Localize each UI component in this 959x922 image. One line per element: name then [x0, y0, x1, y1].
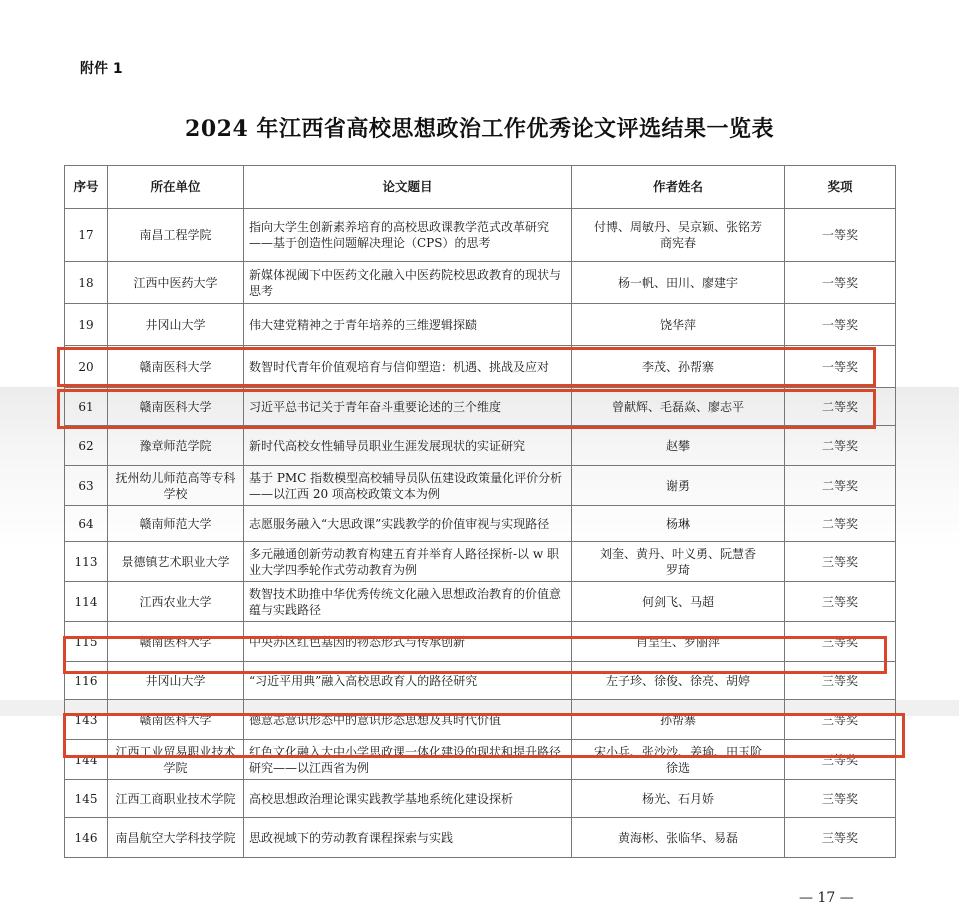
cell-paper: 多元融通创新劳动教育构建五育并举育人路径探析-以 w 职业大学四季轮作式劳动教育为例: [244, 542, 572, 582]
table-row: [65, 209, 896, 262]
cell-authors: 李茂、孙帮寨: [572, 346, 785, 388]
cell-award: 三等奖: [785, 662, 896, 700]
cell-authors: 宋小兵、张沙沙、姜瑜、田玉阶 徐选: [572, 740, 785, 780]
table-row: [65, 542, 896, 582]
table-row: [65, 506, 896, 542]
cell-authors: 杨琳: [572, 506, 785, 542]
cell-no: 20: [65, 346, 108, 388]
cell-authors: 左子珍、徐俊、徐亮、胡婷: [572, 662, 785, 700]
cell-award: 二等奖: [785, 466, 896, 506]
cell-award: 一等奖: [785, 209, 896, 262]
cell-unit: 江西工业贸易职业技术学院: [108, 740, 244, 780]
cell-paper: 数智时代青年价值观培育与信仰塑造：机遇、挑战及应对: [244, 346, 572, 388]
table-header-row: [65, 166, 896, 209]
cell-paper: 基于 PMC 指数模型高校辅导员队伍建设政策量化评价分析——以江西 20 项高校政策文本为例: [244, 466, 572, 506]
cell-authors: 孙帮寨: [572, 700, 785, 740]
cell-no: 145: [65, 780, 108, 818]
cell-paper: 伟大建党精神之于青年培养的三维逻辑探赜: [244, 304, 572, 346]
cell-paper: 数智技术助推中华优秀传统文化融入思想政治教育的价值意蕴与实践路径: [244, 582, 572, 622]
cell-paper: 德意志意识形态中的意识形态思想及其时代价值: [244, 700, 572, 740]
cell-paper: 思政视域下的劳动教育课程探索与实践: [244, 818, 572, 858]
cell-unit: 赣南医科大学: [108, 622, 244, 662]
cell-paper: 指向大学生创新素养培育的高校思政课教学范式改革研究 ——基于创造性问题解决理论（CPS）的思考: [244, 209, 572, 262]
cell-authors: 杨光、石月娇: [572, 780, 785, 818]
cell-unit: 赣南师范大学: [108, 506, 244, 542]
cell-authors: 何剑飞、马超: [572, 582, 785, 622]
cell-no: 63: [65, 466, 108, 506]
cell-no: 144: [65, 740, 108, 780]
cell-no: 146: [65, 818, 108, 858]
cell-unit: 南昌工程学院: [108, 209, 244, 262]
cell-unit: 南昌航空大学科技学院: [108, 818, 244, 858]
cell-unit: 井冈山大学: [108, 662, 244, 700]
cell-authors: 赵攀: [572, 426, 785, 466]
table-row: [65, 582, 896, 622]
cell-paper: 高校思想政治理论课实践教学基地系统化建设探析: [244, 780, 572, 818]
cell-unit: 江西工商职业技术学院: [108, 780, 244, 818]
cell-no: 19: [65, 304, 108, 346]
cell-paper: 志愿服务融入“大思政课”实践教学的价值审视与实现路径: [244, 506, 572, 542]
cell-no: 143: [65, 700, 108, 740]
cell-paper: 习近平总书记关于青年奋斗重要论述的三个维度: [244, 388, 572, 426]
cell-unit: 江西农业大学: [108, 582, 244, 622]
col-header-paper: 论文题目: [244, 166, 572, 209]
cell-unit: 景德镇艺术职业大学: [108, 542, 244, 582]
table-row: [65, 818, 896, 858]
cell-no: 64: [65, 506, 108, 542]
cell-no: 61: [65, 388, 108, 426]
cell-authors: 刘奎、黄丹、叶义勇、阮慧香 罗琦: [572, 542, 785, 582]
cell-award: 二等奖: [785, 426, 896, 466]
cell-award: 一等奖: [785, 346, 896, 388]
cell-no: 18: [65, 262, 108, 304]
cell-paper: 新时代高校女性辅导员职业生涯发展现状的实证研究: [244, 426, 572, 466]
attachment-label: 附件 1: [80, 61, 123, 77]
cell-award: 二等奖: [785, 388, 896, 426]
cell-no: 113: [65, 542, 108, 582]
cell-paper: 新媒体视阈下中医药文化融入中医药院校思政教育的现状与思考: [244, 262, 572, 304]
col-header-award: 奖项: [785, 166, 896, 209]
cell-award: 一等奖: [785, 262, 896, 304]
highlight-box: [63, 713, 905, 758]
col-header-unit: 所在单位: [108, 166, 244, 209]
table-row: [65, 780, 896, 818]
highlight-box: [57, 389, 876, 429]
cell-no: 116: [65, 662, 108, 700]
cell-authors: 曾献辉、毛磊焱、廖志平: [572, 388, 785, 426]
cell-no: 62: [65, 426, 108, 466]
col-header-authors: 作者姓名: [572, 166, 785, 209]
cell-authors: 黄海彬、张临华、易磊: [572, 818, 785, 858]
table-row: [65, 466, 896, 506]
cell-authors: 杨一帆、田川、廖建宇: [572, 262, 785, 304]
cell-unit: 江西中医药大学: [108, 262, 244, 304]
cell-award: 二等奖: [785, 506, 896, 542]
cell-award: 三等奖: [785, 740, 896, 780]
cell-authors: 饶华萍: [572, 304, 785, 346]
cell-paper: “习近平用典”融入高校思政育人的路径研究: [244, 662, 572, 700]
highlight-box: [63, 636, 887, 674]
cell-authors: 谢勇: [572, 466, 785, 506]
cell-no: 114: [65, 582, 108, 622]
cell-unit: 赣南医科大学: [108, 346, 244, 388]
cell-award: 三等奖: [785, 542, 896, 582]
cell-award: 三等奖: [785, 622, 896, 662]
cell-award: 三等奖: [785, 818, 896, 858]
cell-award: 三等奖: [785, 700, 896, 740]
cell-no: 17: [65, 209, 108, 262]
cell-award: 三等奖: [785, 582, 896, 622]
cell-paper: 红色文化融入大中小学思政课一体化建设的现状和提升路径研究——以江西省为例: [244, 740, 572, 780]
cell-unit: 井冈山大学: [108, 304, 244, 346]
cell-no: 115: [65, 622, 108, 662]
cell-award: 一等奖: [785, 304, 896, 346]
highlight-box: [57, 347, 876, 387]
cell-unit: 赣南医科大学: [108, 700, 244, 740]
col-header-no: 序号: [65, 166, 108, 209]
cell-unit: 豫章师范学院: [108, 426, 244, 466]
table-row: [65, 426, 896, 466]
cell-award: 三等奖: [785, 780, 896, 818]
table-row: [65, 304, 896, 346]
cell-paper: 中央苏区红色基因的物态形式与传承创新: [244, 622, 572, 662]
cell-authors: 肖呈生、罗丽萍: [572, 622, 785, 662]
page-number: — 17 —: [799, 890, 854, 906]
cell-unit: 抚州幼儿师范高等专科学校: [108, 466, 244, 506]
cell-authors: 付博、周敏丹、吴京颖、张铭芳 商宪春: [572, 209, 785, 262]
document-title: 2024 年江西省高校思想政治工作优秀论文评选结果一览表: [185, 116, 774, 142]
cell-unit: 赣南医科大学: [108, 388, 244, 426]
table-row: [65, 262, 896, 304]
